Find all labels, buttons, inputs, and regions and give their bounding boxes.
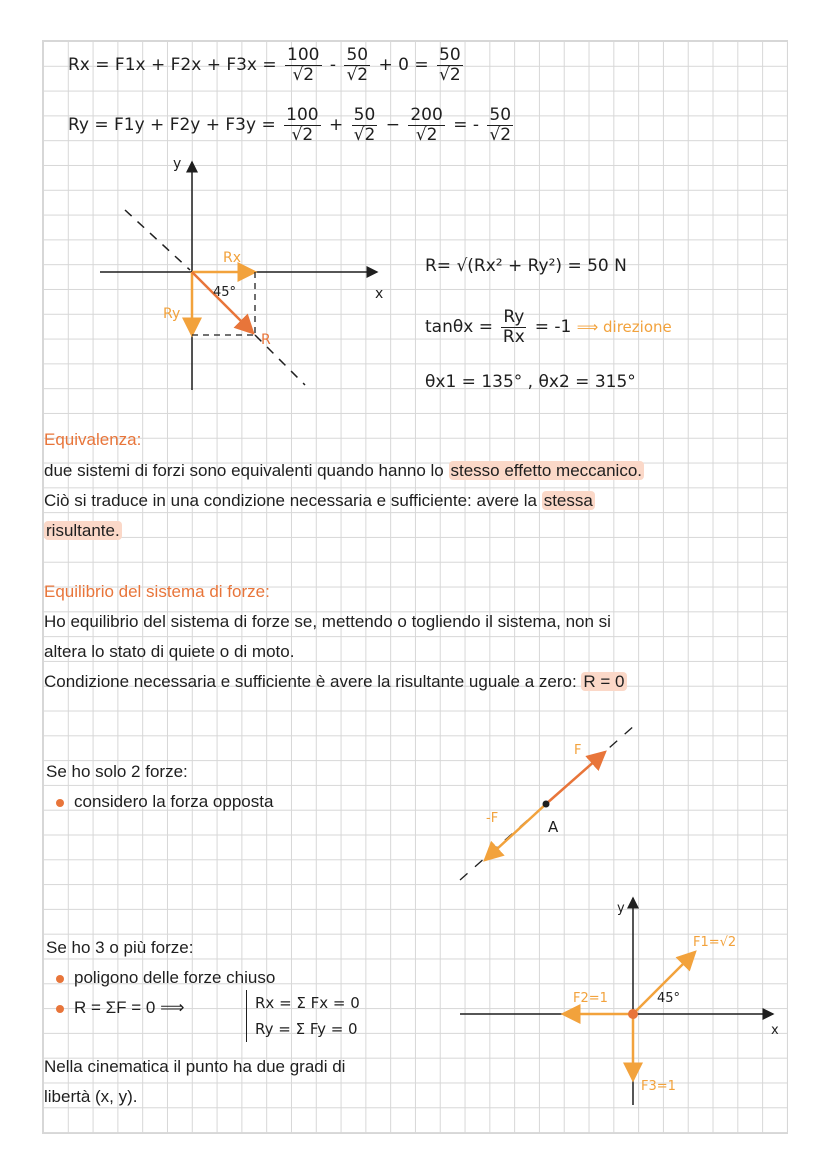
equilibrium-system: Rx = Σ Fx = 0 Ry = Σ Fy = 0 [246, 990, 360, 1042]
f2-label: F2=1 [573, 991, 608, 1006]
angle-label: 45° [657, 991, 681, 1006]
minus-f-label: -F [486, 811, 499, 826]
equilibrio-text: Ho equilibrio del sistema di forze se, mettendo o togliendo il sistema, non si altera lo stato di quiete o di moto. Condizione necessaria e sufficiente è avere la risultante uguale a zero: R = 0 [44, 612, 625, 691]
r-label: R [261, 332, 271, 348]
rx-frac-2: $\frac{50}{√2}$ [346, 45, 369, 85]
ry-label: Ry [163, 306, 181, 322]
point-a-label: A [548, 818, 559, 836]
direction-note: ⟹ direzione [576, 318, 672, 337]
y-axis-label: y [617, 901, 625, 916]
f-label: F [574, 743, 582, 758]
r-vector [192, 272, 253, 333]
due-forze: Se ho solo 2 forze: considero la forza opposta [46, 757, 346, 817]
equivalenza-text: due sistemi di forzi sono equivalenti quando hanno lo stesso effetto meccanico. Ciò si traduce in una condizione necessaria e sufficiente: avere la stessa risultante. [44, 461, 643, 540]
rx-frac-3: $\frac{50}{√2}$ [439, 45, 461, 85]
theta-values: θx1 = 135° , θx2 = 315° [425, 372, 636, 392]
equilibrio-title: Equilibrio del sistema di forze: [44, 582, 270, 601]
ry-lhs: Ry = F1y + F2y + F3y = [68, 115, 276, 136]
resultant-diagram [95, 150, 405, 400]
rx-frac-1: $\frac{100}{√2}$ [287, 45, 320, 85]
f3-label: F3=1 [641, 1079, 676, 1094]
equivalenza-title: Equivalenza: [44, 430, 142, 449]
x-axis-label: x [771, 1023, 779, 1038]
dashed-line [125, 210, 190, 270]
tre-forze: Se ho 3 o più forze: poligono delle forze chiuso R = ΣF = 0 ⟹ [46, 933, 446, 1023]
tan-equation: tanθx = $\frac{Ry}{Rx}$ = -1 ⟹ direzione [425, 307, 672, 347]
force-f-vector [546, 752, 605, 804]
rx-label: Rx [223, 250, 242, 266]
point-a [543, 801, 550, 808]
x-axis-label: x [375, 286, 384, 302]
r-magnitude: R= √(Rx² + Ry²) = 50 N [425, 256, 627, 276]
origin-point [628, 1009, 638, 1019]
rx-equation: Rx = F1x + F2x + F3x = $\frac{100}{√2}$ - $\frac{50}{√2}$ + 0 = $\frac{50}{√2}$ [68, 45, 461, 85]
opposite-forces-diagram [440, 720, 650, 890]
rx-lhs: Rx = F1x + F2x + F3x = [68, 55, 277, 76]
three-forces-diagram [455, 890, 795, 1110]
y-axis-label: y [173, 156, 182, 172]
ry-equation: Ry = F1y + F2y + F3y = $\frac{100}{√2}$ + $\frac{50}{√2}$ − $\frac{200}{√2}$ = - $\frac{50}{√2}$ [68, 105, 512, 145]
angle-label: 45° [213, 285, 237, 300]
cinematica-text: Nella cinematica il punto ha due gradi di libertà (x, y). [44, 1057, 346, 1106]
f1-label: F1=√2 [693, 935, 737, 950]
